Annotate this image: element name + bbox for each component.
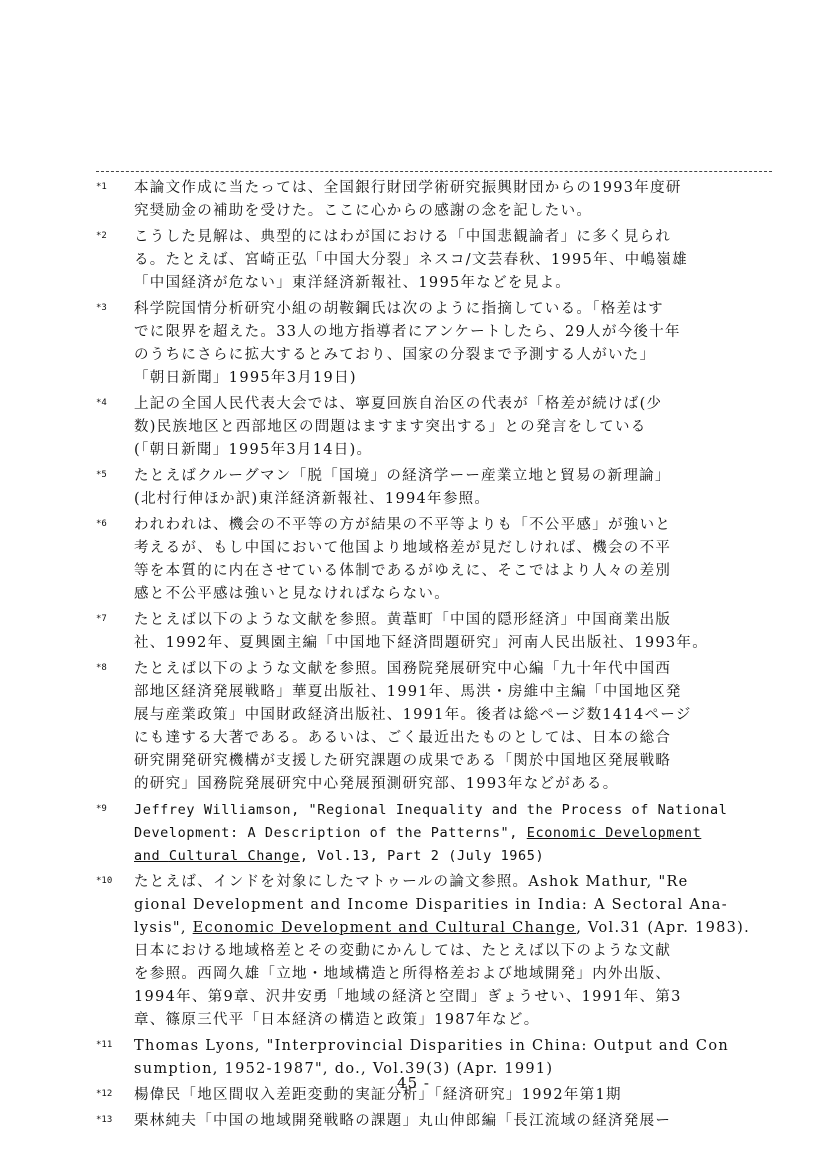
footnote-line: (「朝日新聞」1995年3月14日)。 [134, 442, 373, 458]
footnote-mark: *5 [96, 470, 107, 480]
footnote-mark: *3 [96, 303, 107, 313]
footnote-line [134, 845, 776, 868]
footnote-separator [96, 171, 772, 172]
footnote-line: を参照。西岡久雄「立地・地域構造と所得格差および地域開発」内外出版、 [134, 966, 672, 982]
footnote-text: Development: A Description of the Patterns", [134, 825, 527, 841]
footnote-line: Thomas Lyons, "Interprovincial Disparities in China: Output and Con [134, 1038, 729, 1054]
footnote-line: 等を本質的に内在させている体制であるがゆえに、そこではより人々の差別 [134, 563, 672, 579]
footnote-line: 究奨励金の補助を受けた。ここに心からの感謝の念を記したい。 [134, 203, 593, 219]
footnote-mark: *9 [96, 804, 107, 814]
footnote-line: (北村行伸ほか訳)東洋経済新報社、1994年参照。 [134, 491, 491, 507]
footnote-6 [96, 514, 776, 606]
footnote-1 [96, 177, 776, 223]
journal-title-cont-1: and [134, 848, 169, 864]
footnote-mark: *4 [96, 398, 107, 408]
footnote-line: 上記の全国人民代表大会では、寧夏回族自治区の代表が「格差が続けば(少 [134, 396, 663, 412]
footnote-line: こうした見解は、典型的にはわが国における「中国悲観論者」に多く見られ [134, 229, 672, 245]
page-number: 45 - [397, 1074, 430, 1092]
footnote-8 [96, 658, 776, 796]
footnote-mark: *7 [96, 614, 107, 624]
footnote-line: 科学院国情分析研究小組の胡鞍鋼氏は次のように指摘している。「格差はす [134, 301, 664, 317]
footnote-line: 栗林純夫「中国の地域開発戦略の課題」丸山伸郎編「長江流域の経済発展ー [134, 1113, 672, 1129]
footnote-line: 研究開発研究機構が支援した研究課題の成果である「関於中国地区発展戦略 [134, 753, 672, 769]
footnote-line: たとえば、インドを対象にしたマトゥールの論文参照。Ashok Mathur, "Re [134, 874, 689, 890]
footnote-line: 日本における地域格差とその変動にかんしては、たとえば以下のような文献 [134, 943, 672, 959]
journal-title-cont-2: Cultural Change [168, 848, 300, 864]
footnote-text: , Vol.31 (Apr. 1983). [576, 920, 751, 936]
footnote-line: gional Development and Income Disparities in India: A Sectoral Ana- [134, 897, 728, 913]
footnote-line: たとえば以下のような文献を参照。国務院発展研究中心編「九十年代中国西 [134, 661, 672, 677]
footnote-3 [96, 298, 776, 390]
footnote-line: にも達する大著である。あるいは、ごく最近出たものとしては、日本の総合 [134, 730, 672, 746]
journal-title: Economic Development and Cultural Change [192, 920, 577, 936]
footnote-line: 的研究」国務院発展研究中心発展預測研究部、1993年などがある。 [134, 776, 619, 792]
footnote-line: 数)民族地区と西部地区の問題はますます突出する」との発言をしている [134, 419, 647, 435]
footnote-mark: *12 [96, 1089, 113, 1099]
footnote-mark: *10 [96, 876, 113, 886]
footnote-text: , Vol.13, Part 2 (July 1965) [299, 848, 545, 864]
footnote-line: 考えるが、もし中国において他国より地域格差が見だしければ、機会の不平 [134, 540, 672, 556]
footnote-line [134, 917, 776, 940]
journal-title: Economic Development [526, 825, 702, 841]
footnote-mark: *6 [96, 519, 107, 529]
footnote-9 [96, 799, 776, 868]
footnote-line: 「中国経済が危ない」東洋経済新報社、1995年などを見よ。 [134, 275, 572, 291]
footnote-mark: *2 [96, 231, 107, 241]
footnote-line: sumption, 1952-1987", do., Vol.39(3) (Apr. 1991) [134, 1061, 554, 1077]
footnote-13 [96, 1110, 776, 1133]
footnote-line: Jeffrey Williamson, "Regional Inequality and the Process of National [134, 802, 728, 818]
footnotes-list [96, 177, 776, 1136]
footnote-line: 本論文作成に当たっては、全国銀行財団学術研究振興財団からの1993年度研 [134, 180, 682, 196]
footnote-text: lysis", [134, 920, 193, 936]
footnote-line: たとえば以下のような文献を参照。黄葦町「中国的隠形経済」中国商業出版 [134, 612, 672, 628]
footnote-line: たとえばクルーグマン「脱「国境」の経済学ーー産業立地と貿易の新理論」 [134, 468, 671, 484]
footnote-line: でに限界を超えた。33人の地方指導者にアンケートしたら、29人が今後十年 [134, 324, 681, 340]
footnote-line: る。たとえば、宮崎正弘「中国大分裂」ネスコ/文芸春秋、1995年、中嶋嶺雄 [134, 252, 688, 268]
footnote-line: 楊偉民「地区間収入差距変動的実証分析」「経済研究」1992年第1期 [134, 1087, 622, 1103]
footnote-10 [96, 871, 776, 1032]
footnote-line: 社、1992年、夏興園主編「中国地下経済問題研究」河南人民出版社、1993年。 [134, 635, 708, 651]
footnote-line: 感と不公平感は強いと見なければならない。 [134, 586, 450, 602]
footnote-line [134, 822, 776, 845]
footnote-mark: *11 [96, 1040, 113, 1050]
footnote-line: 章、篠原三代平「日本経済の構造と政策」1987年など。 [134, 1012, 540, 1028]
footnote-line: われわれは、機会の不平等の方が結果の不平等よりも「不公平感」が強いと [134, 517, 672, 533]
footnote-5 [96, 465, 776, 511]
footnote-mark: *1 [96, 182, 107, 192]
footnote-line: 展与産業政策」中国財政経済出版社、1991年。後者は総ページ数1414ページ [134, 707, 692, 723]
footnote-2 [96, 226, 776, 295]
footnote-line: 「朝日新聞」1995年3月19日) [134, 370, 357, 386]
footnote-line: のうちにさらに拡大するとみており、国家の分裂まで予測する人がいた」 [134, 347, 656, 363]
footnote-mark: *13 [96, 1115, 113, 1125]
footnote-line: 部地区経済発展戦略」華夏出版社、1991年、馬洪・房維中主編「中国地区発 [134, 684, 682, 700]
footnote-line: 1994年、第9章、沢井安勇「地域の経済と空間」ぎょうせい、1991年、第3 [134, 989, 682, 1005]
footnote-4 [96, 393, 776, 462]
footnote-mark: *8 [96, 663, 107, 673]
footnote-7 [96, 609, 776, 655]
